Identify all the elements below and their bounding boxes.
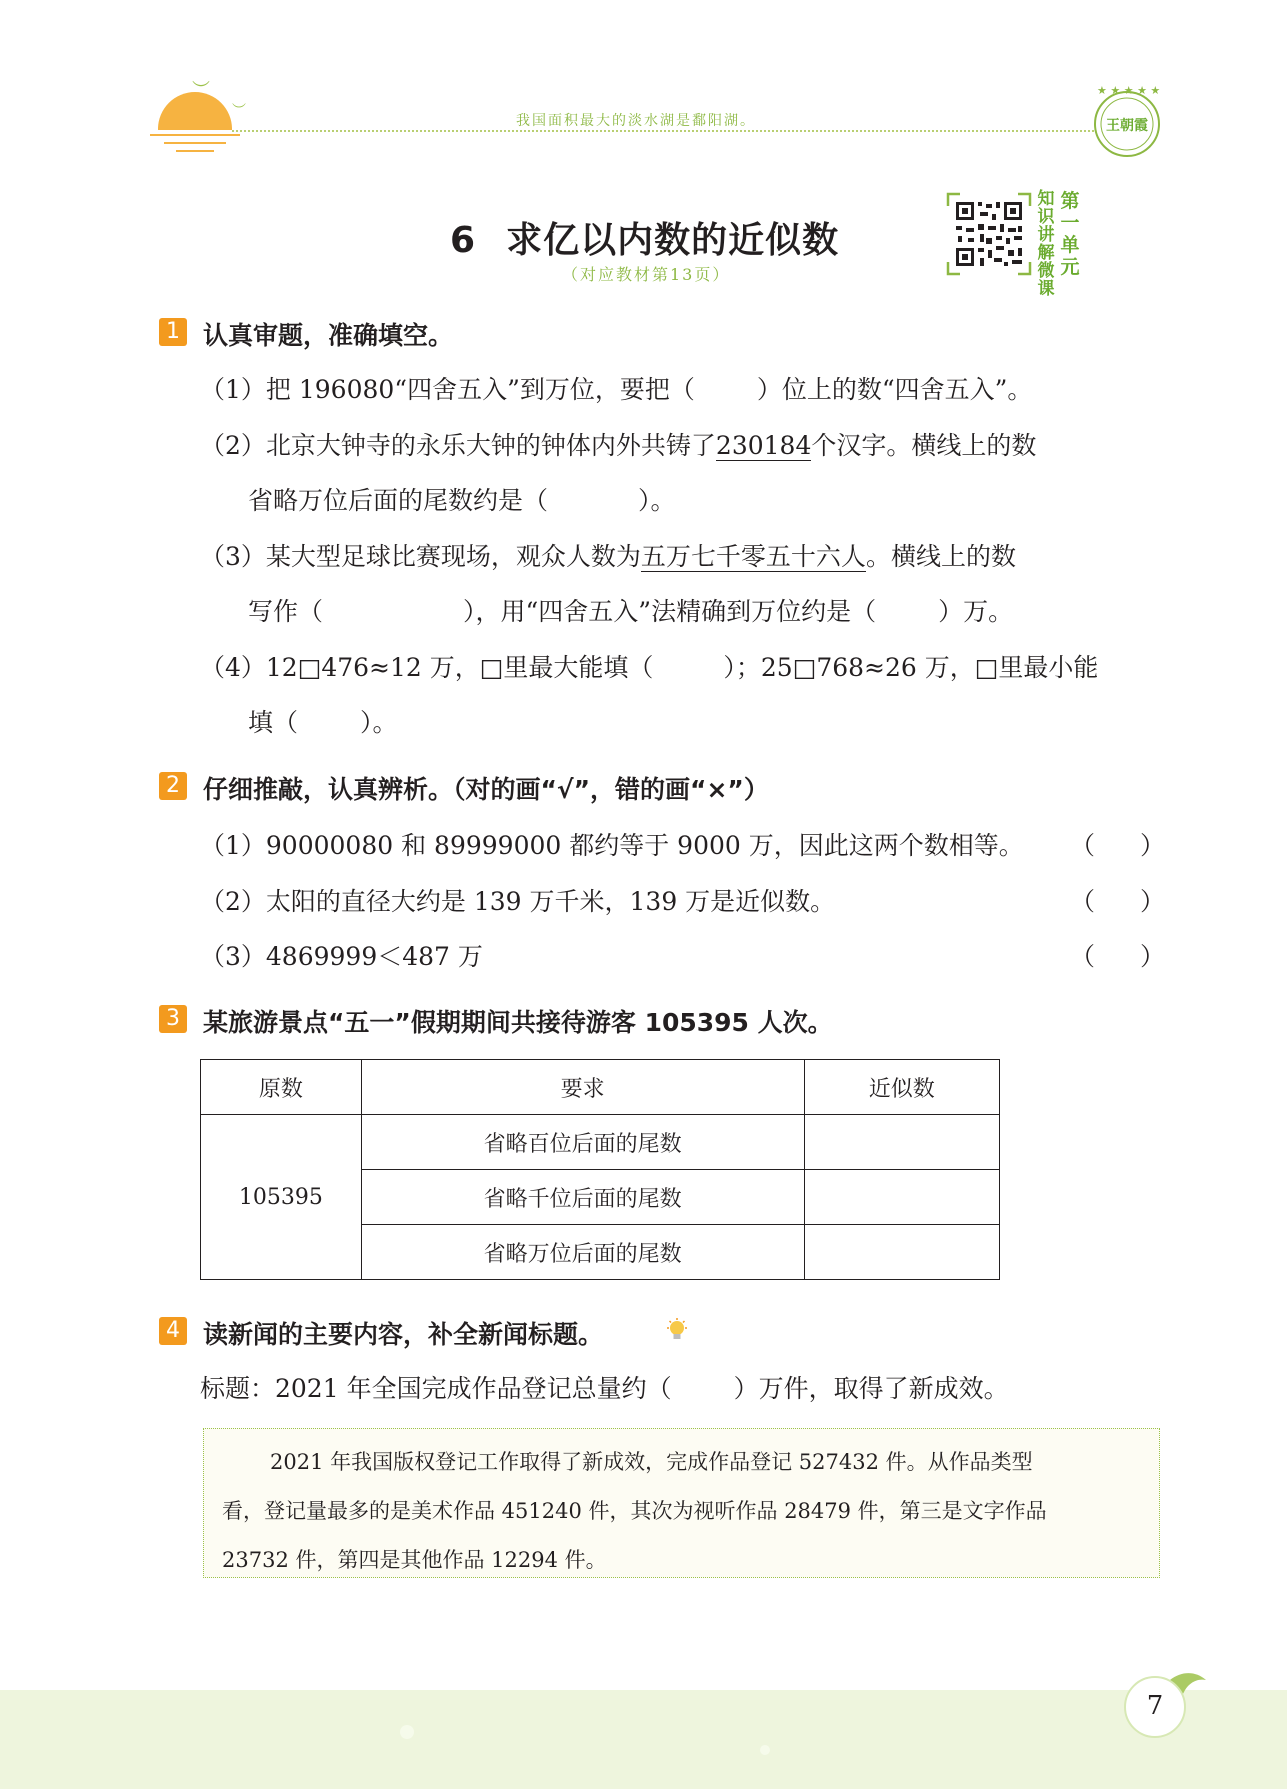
table-header-row bbox=[201, 1060, 1000, 1115]
section-title: 认真审题，准确填空。 bbox=[203, 321, 454, 350]
lightbulb-icon bbox=[665, 1318, 689, 1344]
bird-icon: ︶ bbox=[232, 103, 246, 119]
judgement-answer-2[interactable] bbox=[1092, 882, 1138, 914]
news-line: 23732 件，第四是其他作品 12294 件。 bbox=[222, 1548, 607, 1572]
table-header-cell: 近似数 bbox=[804, 1060, 1000, 1115]
question-1-3-cont: 写作（ ），用“四舍五入”法精确到万位约是（ ）万。 bbox=[248, 597, 1014, 626]
lesson-subtitle: （对应教材第13页） bbox=[562, 265, 731, 284]
micro-lesson-tag bbox=[1036, 189, 1082, 299]
judgement-item-2: （2）太阳的直径大约是 139 万千米，139 万是近似数。 bbox=[200, 887, 836, 916]
page-number: 7 bbox=[1124, 1676, 1186, 1738]
section-title: 读新闻的主要内容，补全新闻标题。 bbox=[203, 1320, 604, 1349]
approximation-answer-cell[interactable] bbox=[804, 1170, 1000, 1225]
judgement-answer-1[interactable] bbox=[1092, 826, 1138, 858]
news-line: 看，登记量最多的是美术作品 451240 件，其次为视听作品 28479 件，第三是文字作品 bbox=[222, 1499, 1047, 1523]
footer-bubble bbox=[400, 1725, 414, 1739]
question-1-2-cont: 省略万位后面的尾数约是（ ）。 bbox=[248, 486, 676, 515]
approximation-answer-cell[interactable] bbox=[804, 1115, 1000, 1170]
svg-text:★ ★ ★ ★ ★: ★ ★ ★ ★ ★ bbox=[1097, 84, 1161, 97]
section-title: 某旅游景点“五一”假期期间共接待游客 105395 人次。 bbox=[203, 1008, 833, 1037]
original-number-cell: 105395 bbox=[201, 1115, 362, 1280]
judgement-paren-close: ） bbox=[1140, 942, 1166, 971]
judgement-paren-open: （ bbox=[1070, 942, 1096, 971]
section-title: 仔细推敲，认真辨析。（对的画“√”，错的画“×”） bbox=[203, 775, 769, 804]
table-header-cell: 原数 bbox=[201, 1060, 362, 1115]
approximation-table bbox=[200, 1059, 1000, 1280]
approximation-answer-cell[interactable] bbox=[804, 1225, 1000, 1280]
lesson-number: 6 bbox=[450, 220, 477, 261]
requirement-cell: 省略百位后面的尾数 bbox=[361, 1115, 804, 1170]
micro-lesson-tag-col2: 知识讲解微课 bbox=[1037, 189, 1055, 299]
sun-wave-line bbox=[176, 150, 214, 152]
section-number-badge: 3 bbox=[159, 1005, 187, 1033]
table-row bbox=[201, 1115, 1000, 1170]
header-note: 我国面积最大的淡水湖是鄱阳湖。 bbox=[516, 113, 756, 129]
question-1-2: （2）北京大钟寺的永乐大钟的钟体内外共铸了230184个汉字。横线上的数 bbox=[200, 431, 1037, 460]
news-headline-question: 标题：2021 年全国完成作品登记总量约（ ）万件，取得了新成效。 bbox=[200, 1374, 1009, 1403]
judgement-item-3: （3）4869999＜487 万 bbox=[200, 942, 483, 971]
footer-band bbox=[0, 1690, 1287, 1789]
judgement-paren-close: ） bbox=[1140, 887, 1166, 916]
brand-badge-text: 王朝霞 bbox=[1106, 118, 1148, 134]
question-1-1: （1）把 196080“四舍五入”到万位，要把（ ）位上的数“四舍五入”。 bbox=[200, 375, 1033, 404]
judgement-answer-3[interactable] bbox=[1092, 937, 1138, 969]
lesson-title-text: 求亿以内数的近似数 bbox=[506, 220, 840, 261]
bird-icon: ︶ bbox=[192, 80, 210, 101]
micro-lesson-tag-col1: 第一单元 bbox=[1060, 190, 1080, 278]
question-1-4-cont: 填（ ）。 bbox=[248, 708, 398, 737]
sun-wave-line bbox=[164, 142, 226, 144]
section-number-badge: 2 bbox=[159, 772, 187, 800]
qr-code-icon[interactable] bbox=[946, 192, 1032, 276]
footer-bubble bbox=[760, 1745, 770, 1755]
underlined-phrase: 五万七千零五十六人 bbox=[640, 542, 866, 571]
underlined-number: 230184 bbox=[715, 431, 812, 460]
news-line: 2021 年我国版权登记工作取得了新成效，完成作品登记 527432 件。从作品类型 bbox=[270, 1450, 1033, 1474]
question-1-4: （4）12□476≈12 万，□里最大能填（ ）；25□768≈26 万，□里最小能 bbox=[200, 653, 1099, 682]
table-header-cell: 要求 bbox=[361, 1060, 804, 1115]
judgement-paren-open: （ bbox=[1070, 831, 1096, 860]
requirement-cell: 省略千位后面的尾数 bbox=[361, 1170, 804, 1225]
sun-wave-line bbox=[150, 134, 240, 136]
brand-badge-icon bbox=[1088, 82, 1166, 160]
judgement-paren-open: （ bbox=[1070, 887, 1096, 916]
judgement-paren-close: ） bbox=[1140, 831, 1166, 860]
section-number-badge: 1 bbox=[159, 318, 187, 346]
section-number-badge: 4 bbox=[159, 1317, 187, 1345]
header-divider bbox=[232, 130, 1094, 132]
question-1-3: （3）某大型足球比赛现场，观众人数为五万七千零五十六人。横线上的数 bbox=[200, 542, 1016, 571]
requirement-cell: 省略万位后面的尾数 bbox=[361, 1225, 804, 1280]
lesson-title bbox=[450, 212, 839, 263]
judgement-item-1: （1）90000080 和 89999000 都约等于 9000 万，因此这两个数相等。 bbox=[200, 831, 1024, 860]
news-box bbox=[203, 1428, 1160, 1578]
